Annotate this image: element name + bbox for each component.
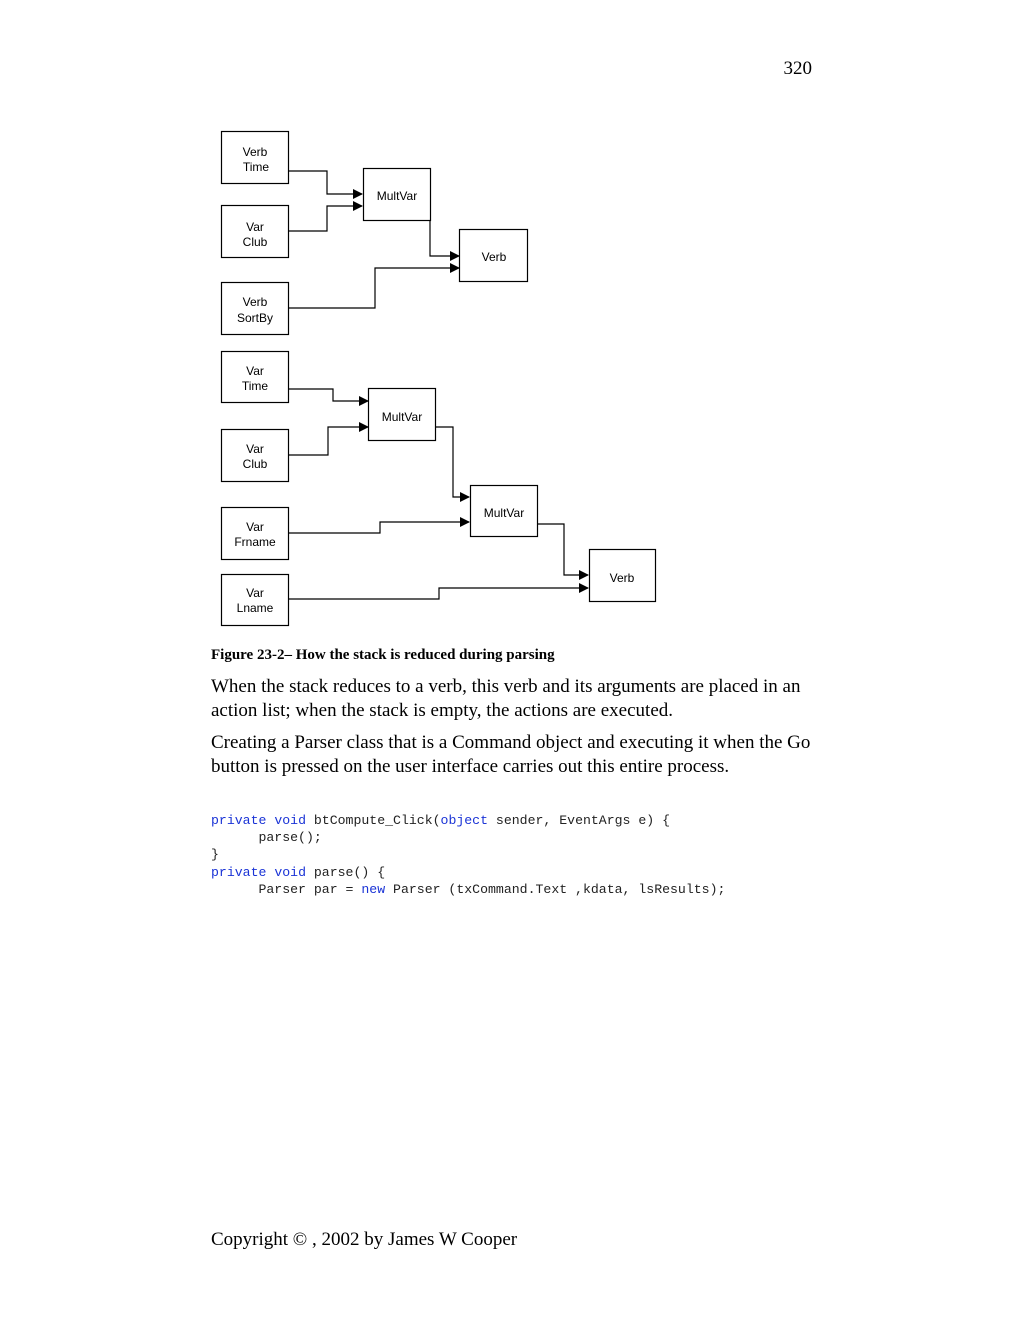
page-number: 320	[783, 58, 812, 79]
connector-var-time-to-multvar-2	[288, 389, 368, 401]
connector-multvar-3-to-verb-2	[537, 524, 588, 575]
code-keyword: object	[440, 813, 489, 828]
body-paragraph-1: When the stack reduces to a verb, this verb and its arguments are placed in an action list; when the stack is empty, the actions are executed.	[211, 676, 801, 721]
node-label-verb-2: Verb	[609, 571, 635, 585]
connector-var-club-1-to-multvar-1	[288, 206, 362, 231]
code-line-3: }	[211, 847, 219, 863]
connector-var-lname-to-verb-2	[288, 588, 588, 599]
node-label-verb-sortby-line-1: Verb	[242, 295, 268, 309]
node-label-multvar-2: MultVar	[381, 410, 423, 424]
node-label-var-lname-line-2: Lname	[236, 601, 274, 615]
code-keyword: new	[361, 881, 386, 897]
code-text: Parser par =	[211, 881, 362, 897]
node-label-multvar-1: MultVar	[376, 189, 418, 203]
node-label-verb-sortby-line-2: SortBy	[236, 311, 274, 325]
node-label-var-club-1-line-2: Club	[242, 235, 268, 249]
node-label-var-club-2-line-1: Var	[246, 442, 264, 456]
copyright-footer: Copyright © , 2002 by James W Cooper	[211, 1229, 518, 1250]
code-keyword: private	[211, 864, 267, 880]
code-text: btCompute_Click(	[305, 813, 441, 828]
code-keyword: void	[274, 813, 306, 828]
code-line-2: parse();	[211, 830, 322, 846]
node-label-var-frname-line-1: Var	[246, 520, 264, 534]
connector-verb-time-to-multvar-1	[288, 171, 362, 194]
node-label-multvar-3: MultVar	[483, 506, 525, 520]
node-label-var-lname-line-1: Var	[246, 586, 264, 600]
node-label-var-time-line-1: Var	[246, 364, 264, 378]
figure-caption: Figure 23-2– How the stack is reduced during parsing	[211, 647, 555, 663]
connector-lines	[288, 171, 588, 599]
node-label-var-club-1-line-1: Var	[246, 220, 264, 234]
code-keyword: void	[274, 864, 306, 880]
code-line-4	[211, 865, 385, 880]
node-label-verb-time-line-1: Verb	[242, 145, 268, 159]
node-label-verb-time-line-2: Time	[242, 160, 270, 174]
connector-multvar-1-to-verb-1	[430, 196, 459, 256]
body-paragraph-2: Creating a Parser class that is a Command object and executing it when the Go button is pressed on the user interface carries out this entire process.	[211, 732, 811, 777]
node-label-var-frname-line-2: Frname	[234, 535, 276, 549]
code-text: sender, EventArgs e) {	[488, 813, 671, 828]
code-listing	[211, 812, 725, 898]
code-line-1	[211, 813, 670, 828]
node-label-var-club-2-line-2: Club	[242, 457, 268, 471]
connector-var-frname-to-multvar-3	[288, 522, 469, 533]
code-keyword: private	[211, 813, 267, 828]
node-label-var-time-line-2: Time	[241, 379, 269, 393]
node-box-var-lname	[222, 575, 289, 626]
node-label-verb-1: Verb	[481, 250, 507, 264]
code-text: parse() {	[305, 864, 386, 880]
stack-reduction-diagram	[0, 0, 1023, 640]
connector-multvar-2-to-multvar-3	[435, 427, 469, 497]
code-text: Parser (txCommand.Text ,kdata, lsResults);	[385, 881, 726, 897]
connector-var-club-2-to-multvar-2	[288, 427, 368, 455]
code-line-5	[211, 882, 725, 897]
connector-verb-sortby-to-verb-1	[288, 268, 459, 308]
